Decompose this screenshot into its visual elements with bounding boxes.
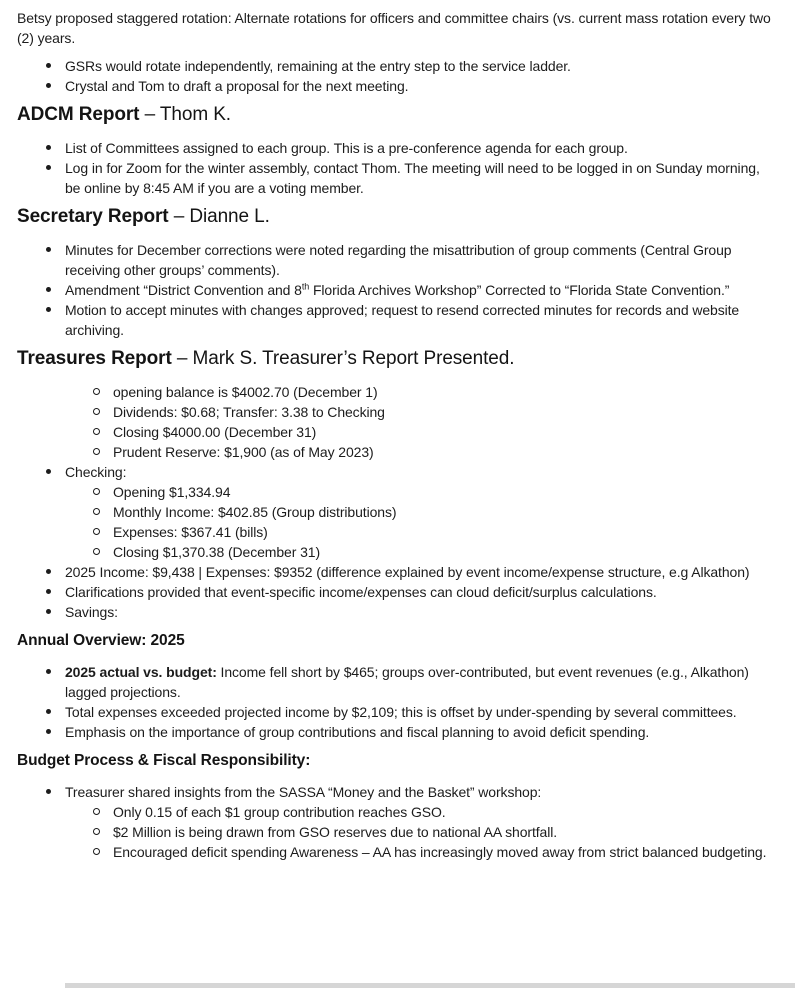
text-run: Secretary Report bbox=[17, 206, 169, 227]
text-run: Budget Process & Fiscal Responsibility: bbox=[17, 752, 311, 769]
text-run: Checking: bbox=[65, 464, 127, 480]
disc-bullet-icon bbox=[46, 609, 51, 614]
text-run: Minutes for December corrections were noted regarding the misattribution of group comments (Central Group receiving other groups’ comments). bbox=[65, 242, 732, 278]
bullet-text bbox=[113, 524, 268, 540]
bullet-item bbox=[17, 300, 773, 340]
disc-bullet-icon bbox=[46, 709, 51, 714]
text-run: Emphasis on the importance of group contributions and fiscal planning to avoid deficit spending. bbox=[65, 724, 650, 740]
text-run: Log in for Zoom for the winter assembly, contact Thom. The meeting will need to be logged in on Sunday morning, be online by 8:45 AM if you are a voting member. bbox=[65, 160, 760, 196]
circle-bullet-icon bbox=[93, 488, 100, 495]
section-heading bbox=[17, 206, 773, 228]
text-run: Crystal and Tom to draft a proposal for the next meeting. bbox=[65, 78, 409, 94]
text-run: Dividends: $0.68; Transfer: 3.38 to Checking bbox=[113, 404, 385, 420]
bullet-item bbox=[17, 138, 773, 158]
circle-bullet-icon bbox=[93, 808, 100, 815]
bullet-text bbox=[113, 424, 316, 440]
circle-bullet-icon bbox=[93, 528, 100, 535]
disc-bullet-icon bbox=[46, 145, 51, 150]
disc-bullet-icon bbox=[46, 569, 51, 574]
bullet-text bbox=[65, 784, 541, 800]
text-run: – Thom K. bbox=[139, 104, 231, 125]
bullet-item bbox=[17, 602, 773, 622]
bullet-item bbox=[17, 56, 773, 76]
bullet-list bbox=[17, 382, 773, 622]
disc-bullet-icon bbox=[46, 789, 51, 794]
bullet-text bbox=[65, 604, 118, 620]
text-run: Only 0.15 of each $1 group contribution reaches GSO. bbox=[113, 804, 446, 820]
text-run: – Dianne L. bbox=[168, 206, 270, 227]
paragraph bbox=[17, 8, 773, 48]
bullet-text bbox=[113, 844, 766, 860]
bullet-text bbox=[65, 160, 760, 196]
bullet-text bbox=[65, 564, 749, 580]
bullet-list bbox=[17, 240, 773, 340]
bullet-item bbox=[17, 822, 773, 842]
bullet-list bbox=[17, 138, 773, 198]
circle-bullet-icon bbox=[93, 508, 100, 515]
text-run: Encouraged deficit spending Awareness – AA has increasingly moved away from strict balanced budgeting. bbox=[113, 844, 767, 860]
bullet-item bbox=[17, 442, 773, 462]
section-heading bbox=[17, 632, 773, 649]
text-run: th bbox=[301, 281, 310, 292]
text-run: 2025 Income: $9,438 | Expenses: $9352 (difference explained by event income/expense structure, e.g Alkathon) bbox=[65, 564, 750, 580]
disc-bullet-icon bbox=[46, 729, 51, 734]
text-run: – Mark S. Treasurer’s Report Presented. bbox=[171, 348, 515, 369]
bullet-item bbox=[17, 522, 773, 542]
disc-bullet-icon bbox=[46, 469, 51, 474]
text-run: opening balance is $4002.70 (December 1) bbox=[113, 384, 378, 400]
bullet-item bbox=[17, 542, 773, 562]
section-heading bbox=[17, 752, 773, 769]
text-run: Monthly Income: $402.85 (Group distributions) bbox=[113, 504, 397, 520]
bullet-text bbox=[65, 704, 737, 720]
text-run: Treasures Report bbox=[17, 348, 172, 369]
text-run: Opening $1,334.94 bbox=[113, 484, 231, 500]
text-run: ADCM Report bbox=[17, 104, 140, 125]
bullet-text bbox=[113, 444, 374, 460]
text-run: Expenses: $367.41 (bills) bbox=[113, 524, 268, 540]
disc-bullet-icon bbox=[46, 307, 51, 312]
bullet-item bbox=[17, 782, 773, 802]
bullet-item bbox=[17, 280, 773, 300]
disc-bullet-icon bbox=[46, 165, 51, 170]
disc-bullet-icon bbox=[46, 669, 51, 674]
bullet-text bbox=[113, 404, 385, 420]
bullet-item bbox=[17, 422, 773, 442]
bullet-item bbox=[17, 802, 773, 822]
circle-bullet-icon bbox=[93, 388, 100, 395]
text-run: Betsy proposed staggered rotation: Alternate rotations for officers and committee chairs (vs. current mass rotation every two (2) years. bbox=[17, 10, 771, 46]
bullet-text bbox=[65, 584, 657, 600]
bullet-item bbox=[17, 502, 773, 522]
disc-bullet-icon bbox=[46, 63, 51, 68]
bullet-text bbox=[65, 140, 628, 156]
text-run: Clarifications provided that event-specific income/expenses can cloud deficit/surplus calculations. bbox=[65, 584, 657, 600]
text-run: Total expenses exceeded projected income by $2,109; this is offset by under-spending by several committees. bbox=[65, 704, 737, 720]
bullet-item bbox=[17, 842, 773, 862]
bullet-text bbox=[113, 804, 446, 820]
disc-bullet-icon bbox=[46, 83, 51, 88]
bullet-text bbox=[113, 544, 320, 560]
bullet-text bbox=[113, 484, 230, 500]
circle-bullet-icon bbox=[93, 848, 100, 855]
bullet-item bbox=[17, 402, 773, 422]
table-edge-strip bbox=[65, 983, 795, 988]
text-run: Treasurer shared insights from the SASSA “Money and the Basket” workshop: bbox=[65, 784, 542, 800]
text-run: Closing $4000.00 (December 31) bbox=[113, 424, 317, 440]
bullet-text bbox=[113, 384, 378, 400]
bullet-text bbox=[113, 824, 557, 840]
circle-bullet-icon bbox=[93, 828, 100, 835]
bullet-text bbox=[65, 78, 408, 94]
circle-bullet-icon bbox=[93, 548, 100, 555]
circle-bullet-icon bbox=[93, 428, 100, 435]
text-run: Annual Overview: 2025 bbox=[17, 632, 185, 649]
bullet-item bbox=[17, 382, 773, 402]
circle-bullet-icon bbox=[93, 408, 100, 415]
bullet-item bbox=[17, 662, 773, 702]
bullet-item bbox=[17, 702, 773, 722]
disc-bullet-icon bbox=[46, 287, 51, 292]
text-run: Income fell short by $465; groups over-contributed, but event revenues (e.g., Alkathon) lagged projections. bbox=[65, 664, 749, 700]
disc-bullet-icon bbox=[46, 247, 51, 252]
bullet-text bbox=[65, 664, 749, 700]
bullet-list bbox=[17, 56, 773, 96]
bullet-list bbox=[17, 662, 773, 742]
bullet-text bbox=[65, 464, 126, 480]
bullet-text bbox=[65, 242, 731, 278]
bullet-item bbox=[17, 158, 773, 198]
text-run: GSRs would rotate independently, remaining at the entry step to the service ladder. bbox=[65, 58, 571, 74]
bullet-text bbox=[113, 504, 396, 520]
text-run: List of Committees assigned to each group. This is a pre-conference agenda for each group. bbox=[65, 140, 628, 156]
circle-bullet-icon bbox=[93, 448, 100, 455]
section-heading bbox=[17, 348, 773, 370]
text-run: Prudent Reserve: $1,900 (as of May 2023) bbox=[113, 444, 374, 460]
bullet-text bbox=[65, 282, 729, 298]
section-heading bbox=[17, 104, 773, 126]
bullet-list bbox=[17, 782, 773, 862]
bullet-text bbox=[65, 724, 649, 740]
bullet-item bbox=[17, 562, 773, 582]
bullet-text bbox=[65, 302, 739, 338]
bullet-item bbox=[17, 582, 773, 602]
bullet-item bbox=[17, 240, 773, 280]
text-run: Florida Archives Workshop” Corrected to “Florida State Convention.” bbox=[309, 282, 730, 298]
text-run: Motion to accept minutes with changes approved; request to resend corrected minutes for records and website archiving. bbox=[65, 302, 740, 338]
text-run: $2 Million is being drawn from GSO reserves due to national AA shortfall. bbox=[113, 824, 558, 840]
bullet-item bbox=[17, 482, 773, 502]
bullet-text bbox=[65, 58, 571, 74]
bullet-item bbox=[17, 462, 773, 482]
text-run: Savings: bbox=[65, 604, 118, 620]
disc-bullet-icon bbox=[46, 589, 51, 594]
bullet-item bbox=[17, 722, 773, 742]
text-run: Closing $1,370.38 (December 31) bbox=[113, 544, 321, 560]
text-run: 2025 actual vs. budget: bbox=[65, 664, 217, 680]
text-run: Amendment “District Convention and 8 bbox=[65, 282, 302, 298]
bullet-item bbox=[17, 76, 773, 96]
